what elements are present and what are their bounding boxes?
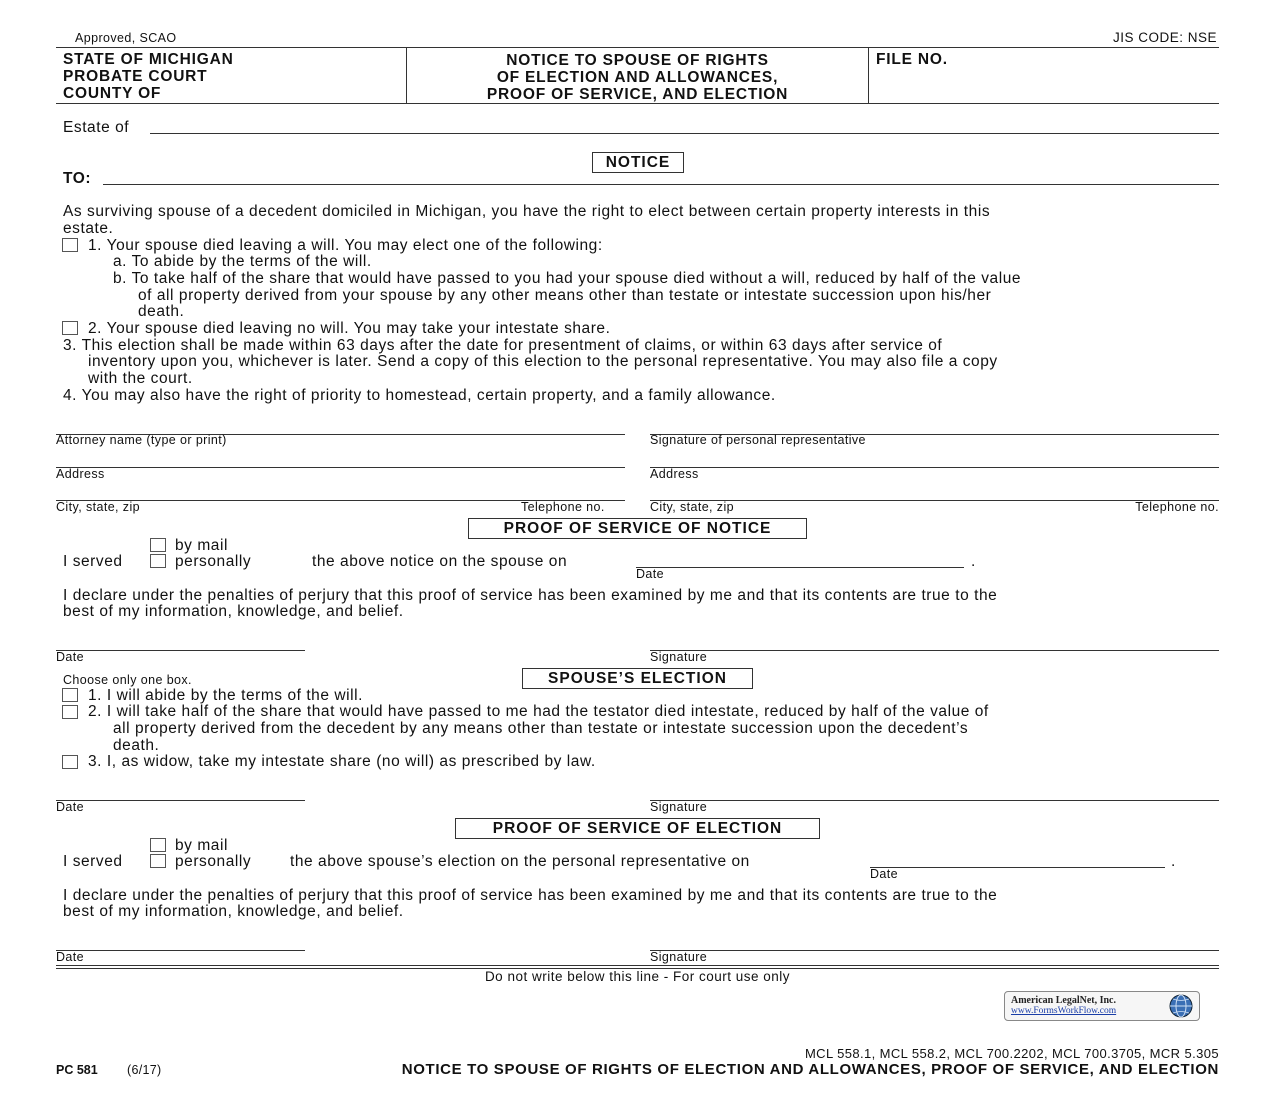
checkbox-notice-personally[interactable] (150, 554, 166, 568)
election-service-date-label: Date (870, 867, 899, 881)
choose-one-note: Choose only one box. (63, 673, 192, 687)
logo-name: American LegalNet, Inc. (1011, 995, 1116, 1006)
by-mail-label: by mail (175, 537, 228, 554)
notice-item-1: 1. Your spouse died leaving a will. You may elect one of the following: (88, 237, 603, 254)
to-label: TO: (63, 170, 92, 187)
notice-intro: As surviving spouse of a decedent domiciled in Michigan, you have the right to elect between certain property interests in this (63, 203, 991, 220)
election-item-3: 3. I, as widow, take my intestate share (no will) as prescribed by law. (88, 753, 596, 770)
election-service-date-field[interactable] (870, 867, 1165, 868)
signature-label: Signature (650, 950, 708, 964)
estate-field[interactable] (150, 133, 1219, 134)
election-proof-date-field[interactable] (56, 950, 305, 951)
checkbox-election-personally[interactable] (150, 854, 166, 868)
checkbox-abide-will[interactable] (62, 688, 78, 702)
date-label: Date (56, 800, 85, 814)
i-served-label: I served (63, 553, 123, 570)
personally-label: personally (175, 553, 252, 570)
pr-city-label: City, state, zip (650, 500, 734, 514)
checkbox-election-by-mail[interactable] (150, 838, 166, 852)
i-served-label: I served (63, 853, 123, 870)
citations: MCL 558.1, MCL 558.2, MCL 700.2202, MCL 700.3705, MCR 5.305 (804, 1046, 1219, 1061)
signature-label: Signature (650, 800, 708, 814)
personally-label: personally (175, 853, 252, 870)
attorney-name-label: Attorney name (type or print) (56, 433, 227, 447)
checkbox-will[interactable] (62, 238, 78, 252)
pr-city-field[interactable] (650, 500, 1219, 501)
checkbox-intestate-share[interactable] (62, 755, 78, 769)
logo-url[interactable]: www.FormsWorkFlow.com (1011, 1006, 1117, 1016)
spouse-election-heading: SPOUSE’S ELECTION (522, 668, 753, 689)
proof-election-heading: PROOF OF SERVICE OF ELECTION (455, 818, 820, 839)
attorney-city-label: City, state, zip (56, 500, 140, 514)
election-signature-field[interactable] (650, 800, 1219, 801)
election-declaration: I declare under the penalties of perjury that this proof of service has been examined by me and that its contents are true to the (63, 887, 998, 904)
notice-item-2: 2. Your spouse died leaving no will. You may take your intestate share. (88, 320, 611, 337)
attorney-address-field[interactable] (56, 467, 625, 468)
form-number: PC 581 (56, 1063, 98, 1077)
file-no-label: FILE NO. (876, 51, 948, 68)
notice-item-4: 4. You may also have the right of priority to homestead, certain property, and a family allowance. (63, 387, 776, 404)
election-proof-signature-field[interactable] (650, 950, 1219, 951)
notice-heading: NOTICE (592, 152, 684, 173)
estate-label: Estate of (63, 119, 130, 136)
service-election-text: the above spouse’s election on the personal representative on (290, 853, 750, 870)
form-revision: (6/17) (127, 1063, 162, 1077)
signature-label: Signature (650, 650, 708, 664)
by-mail-label: by mail (175, 837, 228, 854)
court-use-rule (56, 965, 1219, 966)
notice-item-1a: a. To abide by the terms of the will. (113, 253, 372, 270)
legalnet-logo[interactable] (1004, 991, 1200, 1021)
jis-code: JIS CODE: NSE (1112, 30, 1217, 45)
pr-telephone-label: Telephone no. (1135, 500, 1219, 514)
form-title: NOTICE TO SPOUSE OF RIGHTS OF ELECTION AND ALLOWANCES, PROOF OF SERVICE, AND ELECTION (486, 52, 789, 103)
pr-signature-label: Signature of personal representative (650, 433, 866, 447)
globe-icon (1167, 993, 1195, 1019)
attorney-address-label: Address (56, 467, 105, 481)
approval-text: Approved, SCAO (75, 31, 177, 45)
service-notice-text: the above notice on the spouse on (312, 553, 568, 570)
date-label: Date (56, 950, 85, 964)
to-field[interactable] (103, 184, 1219, 185)
checkbox-no-will[interactable] (62, 321, 78, 335)
date-label: Date (56, 650, 85, 664)
notice-service-date-field[interactable] (636, 567, 964, 568)
footer-title: NOTICE TO SPOUSE OF RIGHTS OF ELECTION AND ALLOWANCES, PROOF OF SERVICE, AND ELECTION (401, 1061, 1219, 1078)
pr-address-label: Address (650, 467, 699, 481)
election-item-1: 1. I will abide by the terms of the will. (88, 687, 363, 704)
notice-proof-date-field[interactable] (56, 650, 305, 651)
header-bottom-rule (56, 103, 1219, 104)
notice-item-1b: b. To take half of the share that would have passed to you had your spouse died without a will, reduced by half of the value (113, 270, 1022, 287)
court-name: STATE OF MICHIGAN PROBATE COURT COUNTY OF (63, 51, 234, 102)
checkbox-take-half[interactable] (62, 705, 78, 719)
attorney-telephone-label: Telephone no. (521, 500, 605, 514)
election-date-field[interactable] (56, 800, 305, 801)
pr-address-field[interactable] (650, 467, 1219, 468)
notice-declaration: I declare under the penalties of perjury that this proof of service has been examined by me and that its contents are true to the (63, 587, 998, 604)
checkbox-notice-by-mail[interactable] (150, 538, 166, 552)
election-item-2: 2. I will take half of the share that would have passed to me had the testator died intestate, reduced by half of the value of (88, 703, 989, 720)
court-use-note: Do not write below this line - For court use only (484, 969, 791, 984)
notice-proof-signature-field[interactable] (650, 650, 1219, 651)
proof-notice-heading: PROOF OF SERVICE OF NOTICE (468, 518, 807, 539)
notice-service-date-label: Date (636, 567, 665, 581)
header-top-rule (56, 47, 1219, 48)
notice-item-3: 3. This election shall be made within 63 days after the date for presentment of claims, or within 63 days after service of (63, 337, 943, 354)
